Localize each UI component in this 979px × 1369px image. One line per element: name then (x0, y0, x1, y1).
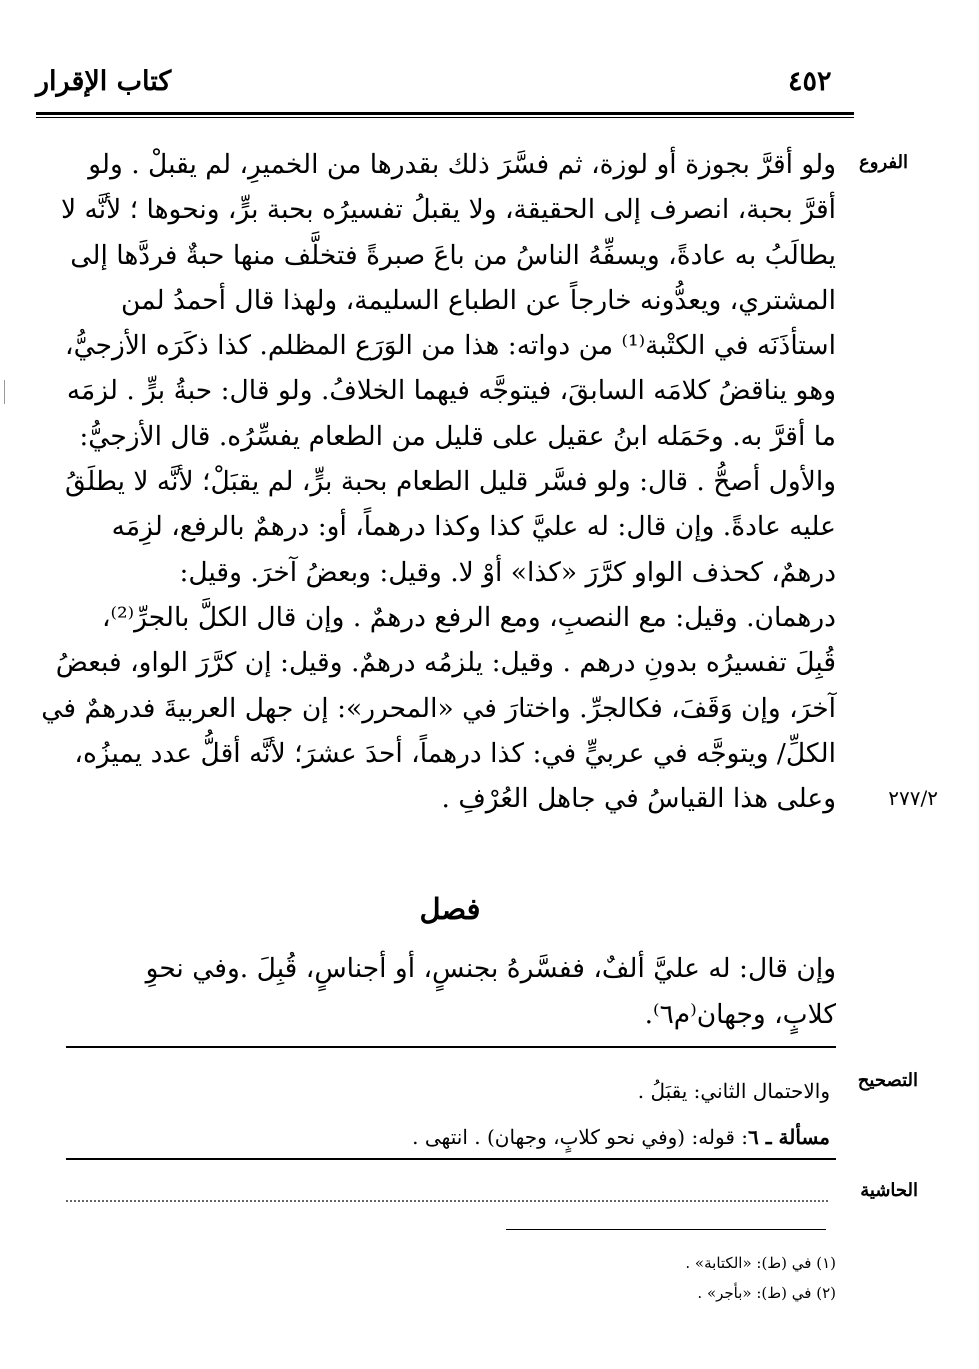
margin-label-hashiya: الحاشية (860, 1180, 918, 1201)
tashih-text (140, 1068, 830, 1160)
text-line: وهو يناقضُ كلامَه السابقَ، فيتوجَّه فيهما الخلافُ. ولو قال: حبةُ برٍّ . لزمَه (66, 375, 836, 407)
dotted-line (66, 1200, 828, 1202)
footnotes (560, 1248, 836, 1308)
issue-label: مسألة ـ ٦ (748, 1125, 830, 1149)
header-rule-thin (36, 117, 854, 118)
volume-page-ref: ٢٧٧/٢ (888, 786, 938, 810)
text-line: وإن قال: له عليَّ ألفٌ، ففسَّرهُ بجنسٍ، أو أجناسٍ، قُبِلَ .وفي نحوِ (145, 953, 836, 984)
main-text (41, 142, 836, 821)
tashih-line: والاحتمال الثاني: يقبَلُ . (637, 1079, 830, 1103)
text-line: درهمان. وقيل: مع النصبِ، ومع الرفع درهمٌ . وإن قال الكلَّ بالجرِّ⁽²⁾، (101, 601, 836, 633)
text-line: وعلى هذا القياسُ في جاهل العُرْفِ . (441, 783, 836, 815)
book-title: كتاب الإقرار (36, 66, 172, 97)
page-number: ٤٥٢ (788, 66, 832, 97)
tashih-line (140, 1114, 830, 1160)
section-heading: فصل (419, 892, 481, 926)
text-line: آخرَ، وإن وَقَفَ، فكالجرِّ. واختارَ في «المحرر»: إن جهل العربيةَ فدرهمٌ في (41, 692, 836, 724)
footnote-rule (506, 1229, 826, 1230)
text-line: استأذَنَه في الكتْبة⁽¹⁾ من دواته: هذا من الوَرَع المظلم. كذا ذكَرَه الأزجيُّ، (65, 330, 836, 362)
scan-artifact (4, 380, 5, 404)
footnote: (٢) في (ط): «بأجر» . (697, 1284, 836, 1302)
text-line: كلابٍ، وجهان⁽م٦⁾. (644, 999, 836, 1030)
text-line: أقرَّ بحبة، انصرف إلى الحقيقة، ولا يقبلُ تفسيرُه بحبة برٍّ، ونحوها ؛ لأنَّه لا (60, 194, 836, 226)
margin-label-furu: الفروع (859, 152, 908, 173)
margin-label-tashih: التصحيح (857, 1070, 918, 1091)
text-line: قُبِلَ تفسيرُه بدونِ درهم . وقيل: يلزمُه درهمٌ. وقيل: إن كرَّرَ الواو، فبعضُ (55, 647, 836, 679)
text-line: يطالَبُ به عادةً، ويسفِّهُ الناسُ من باعَ صبرةً فتخلَّف منها حبةٌ فردَّها إلى (70, 239, 836, 271)
text-line: ولو أقرَّ بجوزة أو لوزة، ثم فسَّرَ ذلك بقدرها من الخميرِ، لم يقبلْ . ولو (88, 149, 836, 180)
footnote: (١) في (ط): «الكتابة» . (685, 1254, 836, 1272)
issue-text: : قوله: (وفي نحو كلابٍ، وجهان) . انتهى . (412, 1125, 748, 1149)
header-rule (36, 112, 854, 115)
text-line: درهمٌ، كحذف الواو كرَّرَ «كذا» أوْ لا. وقيل: وبعضُ آخرَ. وقيل: (179, 556, 836, 588)
text-line: ما أقرَّ به. وحَمَله ابنُ عقيل على قليل من الطعام يفسِّرُه. قال الأزجيُّ: (79, 420, 836, 452)
text-line: والأول أصحُّ . قال: ولو فسَّر قليل الطعام بحبة برٍّ، لم يقبَلْ؛ لأنَّه لا يطلَقُ (64, 466, 836, 498)
text-line: المشتري، ويعدُّونه خارجاً عن الطباع السليمة، ولهذا قال أحمدُ لمن (121, 284, 836, 316)
section-text (96, 946, 836, 1038)
text-line: عليه عادةً. وإن قال: له عليَّ كذا وكذا درهماً، أو: درهمٌ بالرفع، لزِمَه (111, 511, 836, 543)
divider (66, 1046, 836, 1048)
divider (66, 1158, 836, 1160)
text-line: الكلِّ/ ويتوجَّه في عربيٍّ في: كذا درهماً، أحدَ عشرَ؛ لأنَّه أقلُّ عدد يميزُه، (74, 737, 836, 769)
